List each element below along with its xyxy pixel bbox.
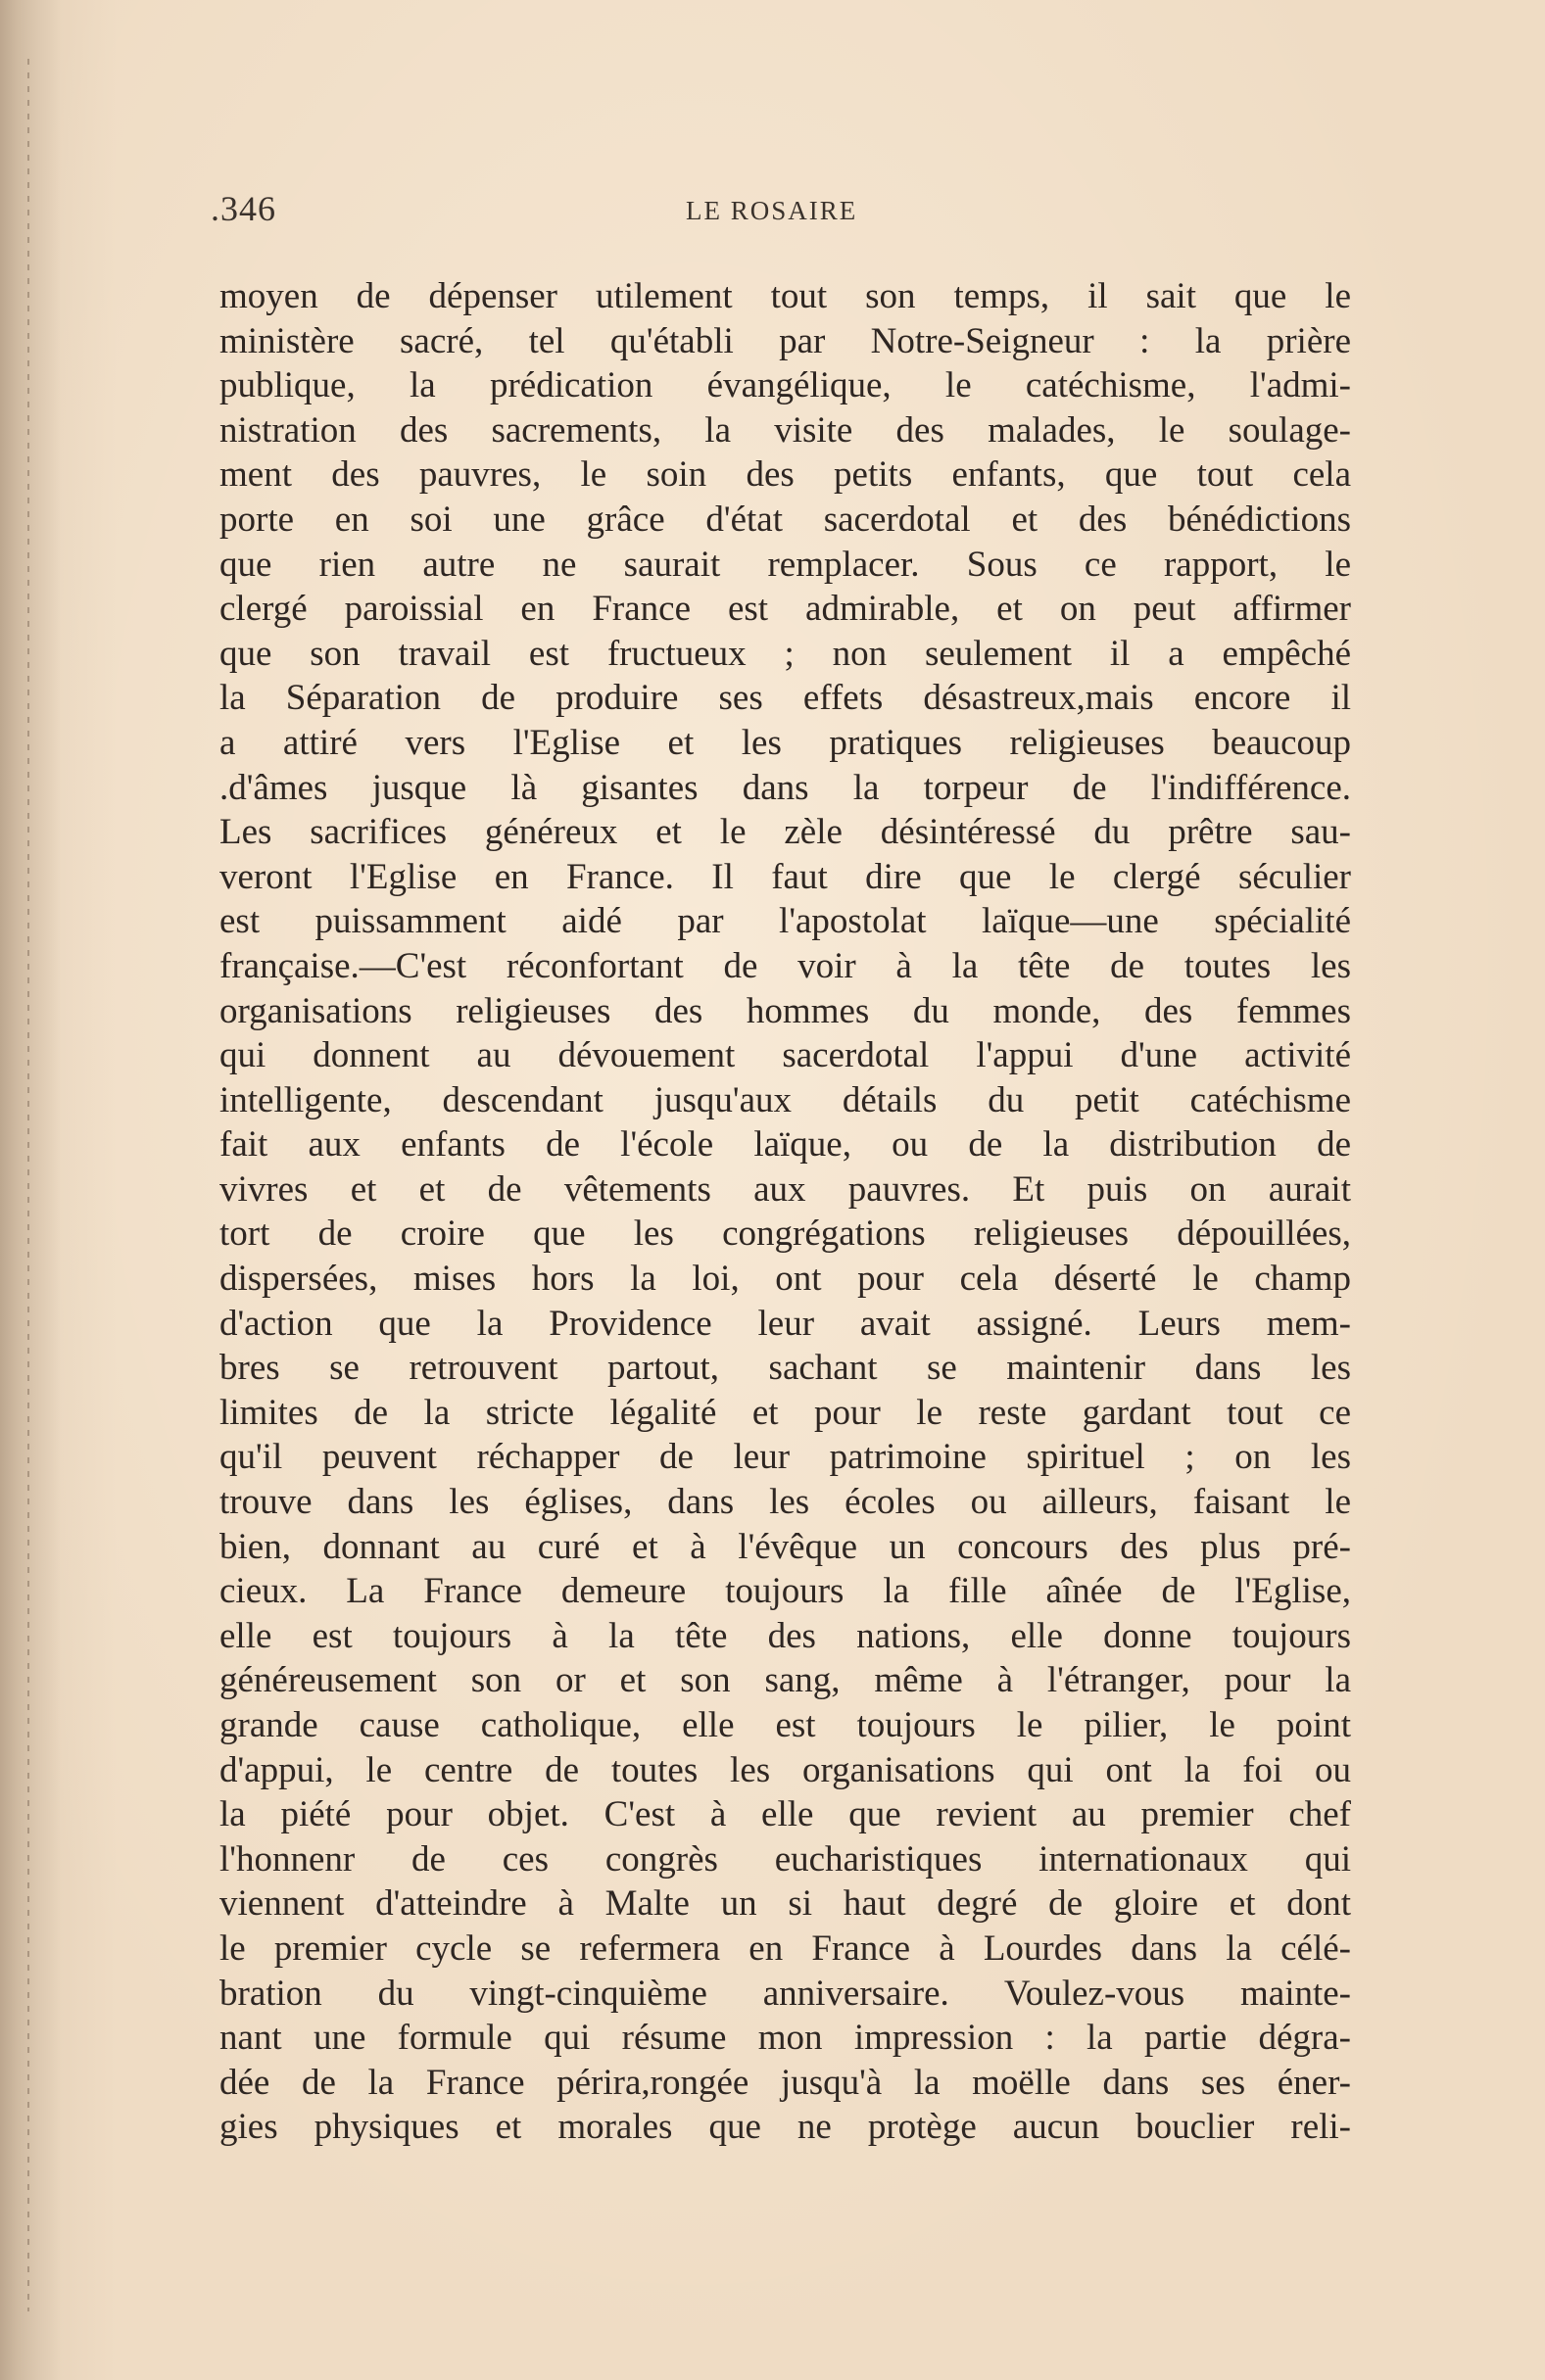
text-line: est puissamment aidé par l'apostolat laïque—une spécialité xyxy=(219,901,1351,942)
text-line: bres se retrouvent partout, sachant se maintenir dans les xyxy=(219,1348,1351,1389)
running-title: LE ROSAIRE xyxy=(686,196,858,225)
body-text xyxy=(219,274,1351,2204)
text-line: nistration des sacrements, la visite des malades, le soulage- xyxy=(219,409,1351,451)
binding-stitch-marks xyxy=(27,59,29,2311)
text-line: que rien autre ne saurait remplacer. Sous ce rapport, le xyxy=(219,544,1351,585)
page-binding-edge xyxy=(0,0,61,2380)
text-line: d'action que la Providence leur avait assigné. Leurs mem- xyxy=(219,1303,1351,1344)
text-line: grande cause catholique, elle est toujours le pilier, le point xyxy=(219,1705,1351,1745)
text-line: trouve dans les églises, dans les écoles ou ailleurs, faisant le xyxy=(219,1482,1351,1523)
page-header xyxy=(211,188,1347,247)
text-line: qu'il peuvent réchapper de leur patrimoine spirituel ; on les xyxy=(219,1437,1351,1478)
text-line: la piété pour objet. C'est à elle que revient au premier chef xyxy=(219,1794,1351,1835)
text-line: veront l'Eglise en France. Il faut dire que le clergé séculier xyxy=(219,856,1351,897)
text-line: bien, donnant au curé et à l'évêque un concours des plus pré- xyxy=(219,1526,1351,1567)
page-number: .346 xyxy=(211,189,276,228)
text-line: intelligente, descendant jusqu'aux détails du petit catéchisme xyxy=(219,1079,1351,1120)
text-line: dée de la France périra,rongée jusqu'à la moëlle dans ses éner- xyxy=(219,2062,1351,2103)
text-line: viennent d'atteindre à Malte un si haut degré de gloire et dont xyxy=(219,1883,1351,1925)
text-line: moyen de dépenser utilement tout son temps, il sait que le xyxy=(219,276,1351,316)
text-line: qui donnent au dévouement sacerdotal l'appui d'une activité xyxy=(219,1035,1351,1076)
text-line: tort de croire que les congrégations religieuses dépouillées, xyxy=(219,1214,1351,1255)
text-line: le premier cycle se refermera en France à Lourdes dans la célé- xyxy=(219,1928,1351,1969)
text-line: ministère sacré, tel qu'établi par Notre-Seigneur : la prière xyxy=(219,320,1351,361)
text-line: dispersées, mises hors la loi, ont pour cela déserté le champ xyxy=(219,1259,1351,1300)
text-line: Les sacrifices généreux et le zèle désintéressé du prêtre sau- xyxy=(219,812,1351,853)
text-line: clergé paroissial en France est admirable, et on peut affirmer xyxy=(219,589,1351,630)
text-line: cieux. La France demeure toujours la fille aînée de l'Eglise, xyxy=(219,1571,1351,1612)
text-line: vivres et et de vêtements aux pauvres. Et puis on aurait xyxy=(219,1168,1351,1210)
text-line: .d'âmes jusque là gisantes dans la torpeur de l'indifférence. xyxy=(219,767,1351,808)
text-line: généreusement son or et son sang, même à l'étranger, pour la xyxy=(219,1660,1351,1701)
text-line: ment des pauvres, le soin des petits enfants, que tout cela xyxy=(219,454,1351,496)
text-line: gies physiques et morales que ne protège aucun bouclier reli- xyxy=(219,2107,1351,2148)
text-line: publique, la prédication évangélique, le catéchisme, l'admi- xyxy=(219,365,1351,406)
text-line: limites de la stricte légalité et pour le reste gardant tout ce xyxy=(219,1392,1351,1433)
text-line: porte en soi une grâce d'état sacerdotal et des bénédictions xyxy=(219,499,1351,540)
text-line: que son travail est fructueux ; non seulement il a empêché xyxy=(219,633,1351,674)
text-line: a attiré vers l'Eglise et les pratiques religieuses beaucoup xyxy=(219,722,1351,763)
text-line: l'honnenr de ces congrès eucharistiques internationaux qui xyxy=(219,1838,1351,1880)
text-line: organisations religieuses des hommes du monde, des femmes xyxy=(219,990,1351,1031)
text-line: elle est toujours à la tête des nations, elle donne toujours xyxy=(219,1615,1351,1656)
text-line: la Séparation de produire ses effets désastreux,mais encore il xyxy=(219,678,1351,719)
text-line: fait aux enfants de l'école laïque, ou de la distribution de xyxy=(219,1124,1351,1166)
text-line: d'appui, le centre de toutes les organisations qui ont la foi ou xyxy=(219,1749,1351,1790)
text-line: française.—C'est réconfortant de voir à la tête de toutes les xyxy=(219,945,1351,986)
text-line: bration du vingt-cinquième anniversaire. Voulez-vous mainte- xyxy=(219,1973,1351,2014)
text-line: nant une formule qui résume mon impression : la partie dégra- xyxy=(219,2018,1351,2059)
